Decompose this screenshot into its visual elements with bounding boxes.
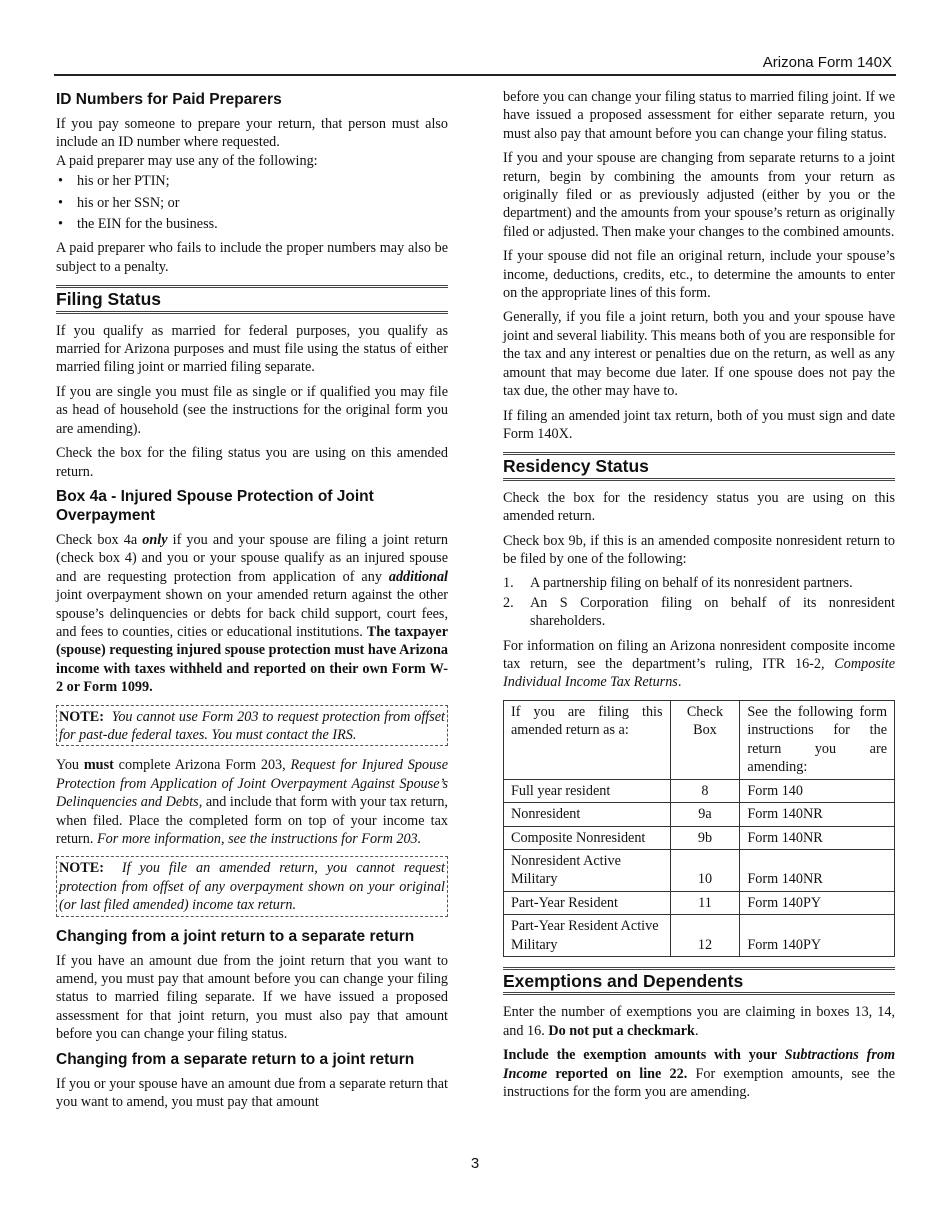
- residency-table: [503, 700, 895, 957]
- table-cell: 9b: [670, 826, 740, 849]
- composite-filer-list: [503, 574, 895, 630]
- exemptions-section-header: [503, 967, 895, 995]
- table-header-cell: See the following form instructions for the return you are amending:: [740, 700, 895, 779]
- id-numbers-heading: ID Numbers for Paid Preparers: [56, 91, 282, 108]
- note-label: NOTE:: [59, 860, 104, 877]
- joint-to-separate-paragraph: If you have an amount due from the joint return that you want to amend, you must pay that amount before you can change your filing status to married filing separate. If we have issued a proposed assessment for that joint return, you must also pay that amount before you can change your filing status.: [56, 952, 448, 1043]
- list-item: • his or her SSN; or: [56, 194, 448, 212]
- exemptions-paragraph-1: Enter the number of exemptions you are claiming in boxes 13, 14, and 16. Do not put a checkmark.: [503, 1004, 895, 1039]
- continued-paragraph-3: If your spouse did not file an original return, include your spouse’s income, deductions, credits, etc., to determine the amounts to enter on the appropriate lines of this form.: [503, 248, 895, 302]
- header-rule: [54, 74, 896, 76]
- note-box-form-203: [56, 705, 448, 747]
- residency-paragraph-1: Check the box for the residency status you are using on this amended return.: [503, 489, 895, 525]
- id-numbers-paragraph-3: A paid preparer who fails to include the proper numbers may also be subject to a penalty.: [56, 240, 448, 275]
- continued-paragraph-4: Generally, if you file a joint return, both you and your spouse have joint and several liability. This means both of you are responsible for the tax and any interest or penalties due on the return, as well as any amount that may become due later. If one spouse does not pay the tax due, the other may have to.: [503, 309, 895, 400]
- joint-to-separate-heading: Changing from a joint return to a separate return: [56, 927, 415, 945]
- table-row: [504, 826, 895, 849]
- right-column: [503, 88, 895, 1107]
- table-cell: 11: [670, 891, 740, 914]
- list-item: • his or her PTIN;: [56, 172, 448, 190]
- table-cell: 9a: [670, 803, 740, 826]
- table-cell: Part-Year Resident Active Military: [504, 915, 671, 957]
- table-row: [504, 803, 895, 826]
- separate-to-joint-heading: Changing from a separate return to a joint return: [56, 1050, 415, 1068]
- form-title-header: Arizona Form 140X: [762, 54, 892, 71]
- residency-paragraph-2: Check box 9b, if this is an amended composite nonresident return to be filed by one of the following:: [503, 532, 895, 567]
- id-numbers-paragraph-2: A paid preparer may use any of the following:: [56, 152, 318, 169]
- table-cell: Composite Nonresident: [504, 826, 671, 849]
- table-row: [504, 850, 895, 892]
- id-numbers-list: [56, 172, 448, 233]
- filing-status-paragraph-3: Check the box for the filing status you are using on this amended return.: [56, 445, 448, 480]
- list-item: 1. A partnership filing on behalf of its nonresident partners.: [503, 575, 853, 592]
- continued-paragraph-5: If filing an amended joint tax return, both of you must sign and date Form 140X.: [503, 407, 895, 442]
- note-label: NOTE:: [59, 708, 104, 725]
- filing-status-paragraph-2: If you are single you must file as single or if qualified you may file as head of household (see the instructions for the original form you are amending).: [56, 383, 448, 437]
- filing-status-section-header: [56, 285, 448, 313]
- table-cell: Form 140NR: [740, 850, 895, 892]
- continued-paragraph-2: If you and your spouse are changing from separate returns to a joint return, begin by combining the amounts from your return as originally filed or as previously adjusted (either by you or the department) and the amounts from your spouse’s return as originally filed or adjusted. Then make your changes to the combined amounts.: [503, 150, 895, 240]
- box-4a-paragraph: Check box 4a only if you and your spouse are filing a joint return (check box 4) and you or your spouse qualify as an injured spouse and are requesting protection from application of any additional joint overpayment shown on your amended return against the other spouse’s delinquencies or debts for back child support, court fees, and fees to counties, cities or educational institutions. The taxpayer (spouse) requesting injured spouse protection must have Arizona income with taxes withheld and reported on their own Form W-2 or Form 1099.: [56, 531, 448, 696]
- table-cell: Form 140NR: [740, 826, 895, 849]
- table-row: [504, 891, 895, 914]
- left-column: [56, 88, 448, 1117]
- separate-to-joint-paragraph: If you or your spouse have an amount due from a separate return that you want to amend, you must pay that amount: [56, 1075, 448, 1111]
- list-item: 2. An S Corporation filing on behalf of its nonresident shareholders.: [503, 594, 895, 630]
- note-text: If you file an amended return, you cannot request protection from offset of any overpayment shown on your original (or last filed amended) income tax return.: [59, 860, 445, 914]
- table-cell: Form 140: [740, 779, 895, 802]
- table-cell: Part-Year Resident: [504, 891, 671, 914]
- exemptions-heading: Exemptions and Dependents: [503, 971, 744, 992]
- list-item: • the EIN for the business.: [56, 215, 448, 233]
- table-cell: 12: [670, 915, 740, 957]
- table-cell: Form 140NR: [740, 803, 895, 826]
- note-text: You cannot use Form 203 to request protection from offset for past-due federal taxes. You must contact the IRS.: [59, 708, 445, 743]
- table-header-cell: If you are filing this amended return as a:: [504, 700, 671, 779]
- table-cell: Nonresident: [504, 803, 671, 826]
- table-cell: 10: [670, 850, 740, 892]
- table-cell: Form 140PY: [740, 915, 895, 957]
- table-cell: 8: [670, 779, 740, 802]
- residency-status-section-header: [503, 452, 895, 480]
- table-cell: Full year resident: [504, 779, 671, 802]
- continued-paragraph-1: before you can change your filing status to married filing joint. If we have issued a proposed assessment for either separate return, you must also pay that amount before you can change your filing status.: [503, 89, 895, 142]
- table-header-row: [504, 700, 895, 779]
- form-203-paragraph: You must complete Arizona Form 203, Request for Injured Spouse Protection from Application of Joint Overpayment Against Spouse’s Delinquencies and Debts, and include that form with your tax return, when filed. Place the completed form on top of your income tax return. For more information, see the instructions for Form 203.: [56, 757, 448, 847]
- filing-status-heading: Filing Status: [56, 289, 161, 310]
- table-row: [504, 779, 895, 802]
- filing-status-paragraph-1: If you qualify as married for federal purposes, you qualify as married for Arizona purposes and must file using the status of either married filing joint or married filing separate.: [56, 322, 448, 376]
- residency-paragraph-3: For information on filing an Arizona nonresident composite income tax return, see the department’s ruling, ITR 16-2, Composite Individual Income Tax Returns.: [503, 637, 895, 691]
- table-cell: Form 140PY: [740, 891, 895, 914]
- table-row: [504, 915, 895, 957]
- table-cell: Nonresident Active Military: [504, 850, 671, 892]
- id-numbers-paragraph-1: If you pay someone to prepare your return, that person must also include an ID number where requested.: [56, 116, 448, 151]
- note-box-amended-return: [56, 856, 448, 916]
- box-4a-heading: Box 4a - Injured Spouse Protection of Joint Overpayment: [56, 487, 374, 524]
- table-header-cell: Check Box: [670, 700, 740, 779]
- exemptions-paragraph-2: Include the exemption amounts with your Subtractions from Income reported on line 22. For exemption amounts, see the instructions for the form you are amending.: [503, 1047, 895, 1101]
- residency-status-heading: Residency Status: [503, 456, 649, 477]
- page-number: 3: [470, 1155, 480, 1172]
